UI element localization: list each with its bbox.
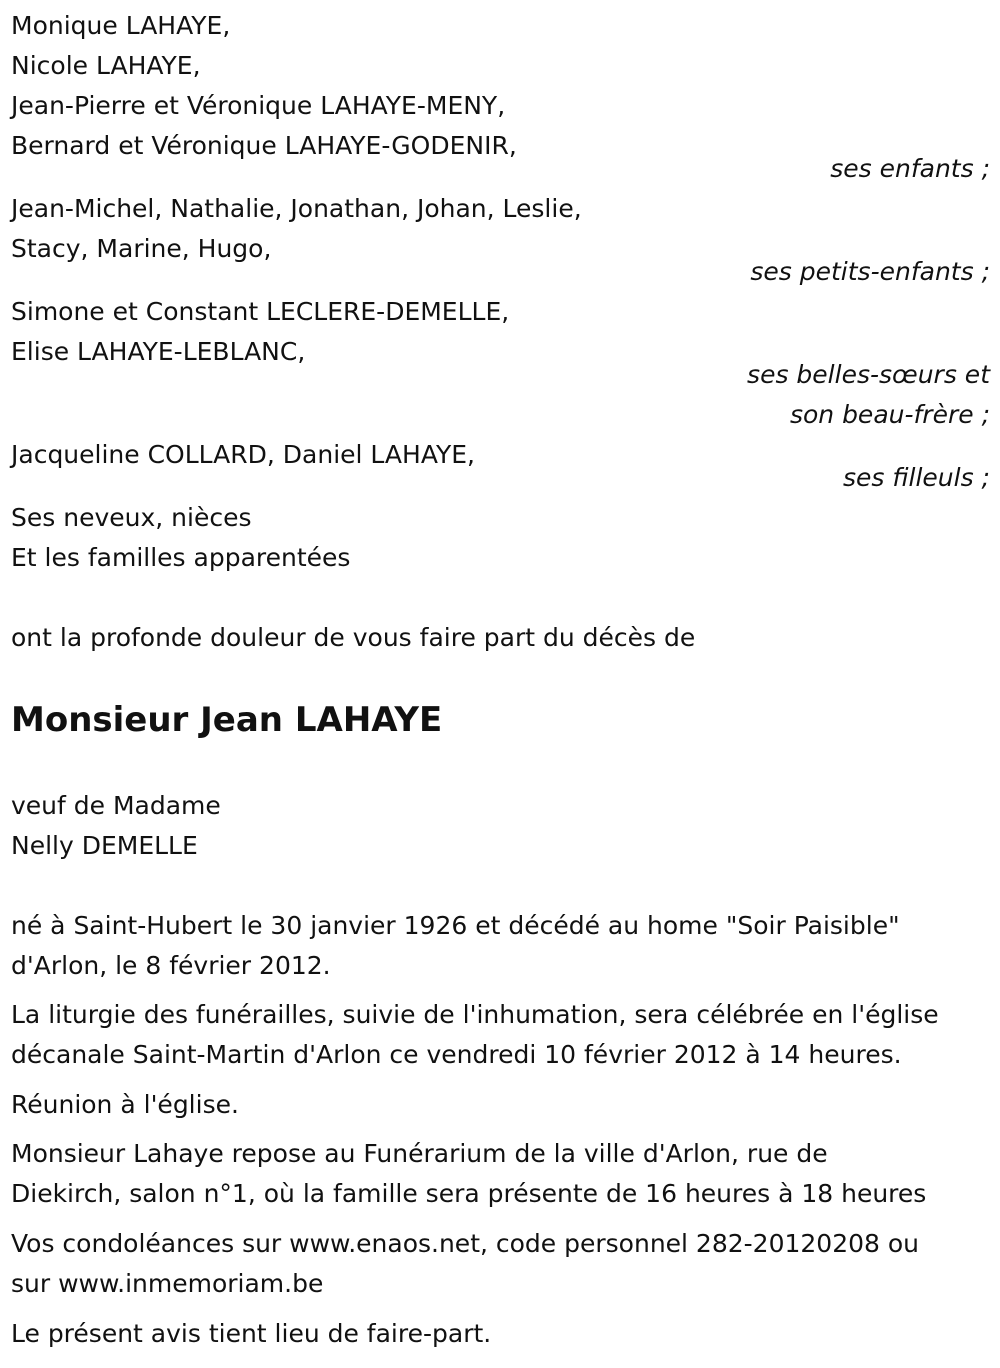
extended-line-2: Et les familles apparentées	[11, 543, 351, 572]
repose-line-2: Diekirch, salon n°1, où la famille sera présente de 16 heures à 18 heures	[11, 1179, 927, 1208]
child-line-1: Monique LAHAYE,	[11, 11, 231, 40]
child-line-4: Bernard et Véronique LAHAYE-GODENIR,	[11, 131, 517, 160]
spouse-line-2: Nelly DEMELLE	[11, 831, 198, 860]
godchildren-line: Jacqueline COLLARD, Daniel LAHAYE,	[11, 440, 475, 469]
grandchildren-line-2: Stacy, Marine, Hugo,	[11, 234, 272, 263]
role-in-laws-line-1: ses belles-sœurs et	[747, 360, 990, 389]
birth-death-line-2: d'Arlon, le 8 février 2012.	[11, 951, 331, 980]
grandchildren-line-1: Jean-Michel, Nathalie, Jonathan, Johan, Leslie,	[11, 194, 582, 223]
role-godchildren: ses filleuls ;	[843, 463, 990, 492]
role-in-laws-line-2: son beau-frère ;	[789, 400, 990, 429]
condolences-line-2: sur www.inmemoriam.be	[11, 1269, 324, 1298]
in-law-line-2: Elise LAHAYE-LEBLANC,	[11, 337, 306, 366]
child-line-2: Nicole LAHAYE,	[11, 51, 201, 80]
liturgy-line-2: décanale Saint-Martin d'Arlon ce vendredi 10 février 2012 à 14 heures.	[11, 1040, 902, 1069]
condolences-line-1: Vos condoléances sur www.enaos.net, code personnel 282-20120208 ou	[11, 1229, 920, 1258]
birth-death-line-1: né à Saint-Hubert le 30 janvier 1926 et décédé au home "Soir Paisible"	[11, 911, 900, 940]
role-children: ses enfants ;	[830, 154, 990, 183]
spouse-line-1: veuf de Madame	[11, 791, 221, 820]
repose-line-1: Monsieur Lahaye repose au Funérarium de la ville d'Arlon, rue de	[11, 1139, 828, 1168]
deceased-name: Monsieur Jean LAHAYE	[11, 700, 443, 740]
extended-line-1: Ses neveux, nièces	[11, 503, 252, 532]
child-line-3: Jean-Pierre et Véronique LAHAYE-MENY,	[11, 91, 506, 120]
role-grandchildren: ses petits-enfants ;	[750, 257, 990, 286]
announcement: ont la profonde douleur de vous faire part du décès de	[11, 623, 696, 652]
liturgy-line-1: La liturgie des funérailles, suivie de l'inhumation, sera célébrée en l'église	[11, 1000, 939, 1029]
meeting-line: Réunion à l'église.	[11, 1090, 239, 1119]
notice-line: Le présent avis tient lieu de faire-part.	[11, 1319, 492, 1348]
in-law-line-1: Simone et Constant LECLERE-DEMELLE,	[11, 297, 510, 326]
